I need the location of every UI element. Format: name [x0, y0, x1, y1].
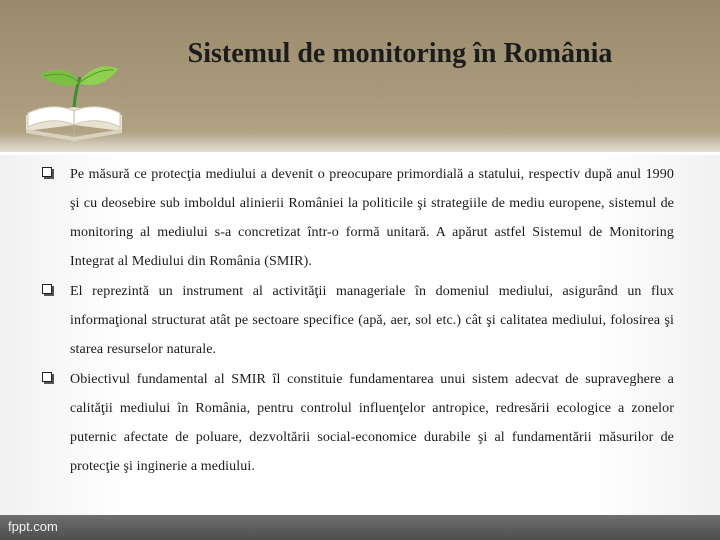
square-bullet-icon	[42, 284, 52, 294]
bullet-text: Pe măsură ce protecţia mediului a devenit o preocupare primordială a statului, respectiv după anul 1990 şi cu deosebire sub imboldul alinierii României la politicile şi strategiile de mediu europene, sistemul de monitoring al mediului s-a concretizat într-o formă unitară. A apărut astfel Sistemul de Monitoring Integrat al Mediului din România (SMIR).	[70, 167, 674, 269]
list-item	[40, 277, 674, 364]
bullet-text: Obiectivul fundamental al SMIR îl constituie fundamentarea unui sistem adecvat de supraveghere a calităţii mediului în România, pentru controlul influenţelor antropice, redresării ecologice a zonelor puternic afectate de poluare, dezvoltării social‑economice durabile şi al fundamentării măsurilor de protecţie şi inginerie a mediului.	[70, 372, 674, 474]
square-bullet-icon	[42, 167, 52, 177]
square-bullet-icon	[42, 372, 52, 382]
slide-title: Sistemul de monitoring în România	[187, 38, 613, 69]
bullet-text: El reprezintă un instrument al activităţii manageriale în domeniul mediului, asigurând un flux informaţional structurat atât pe sectoare specifice (apă, aer, sol etc.) cât şi calitatea mediului, folosirea şi starea resurselor naturale.	[70, 284, 674, 357]
book-sprout-icon	[22, 55, 132, 145]
list-item	[40, 365, 674, 481]
slide-footer	[0, 515, 720, 540]
bullet-list	[40, 160, 674, 482]
footer-brand: fppt.com	[8, 519, 58, 534]
list-item	[40, 160, 674, 276]
